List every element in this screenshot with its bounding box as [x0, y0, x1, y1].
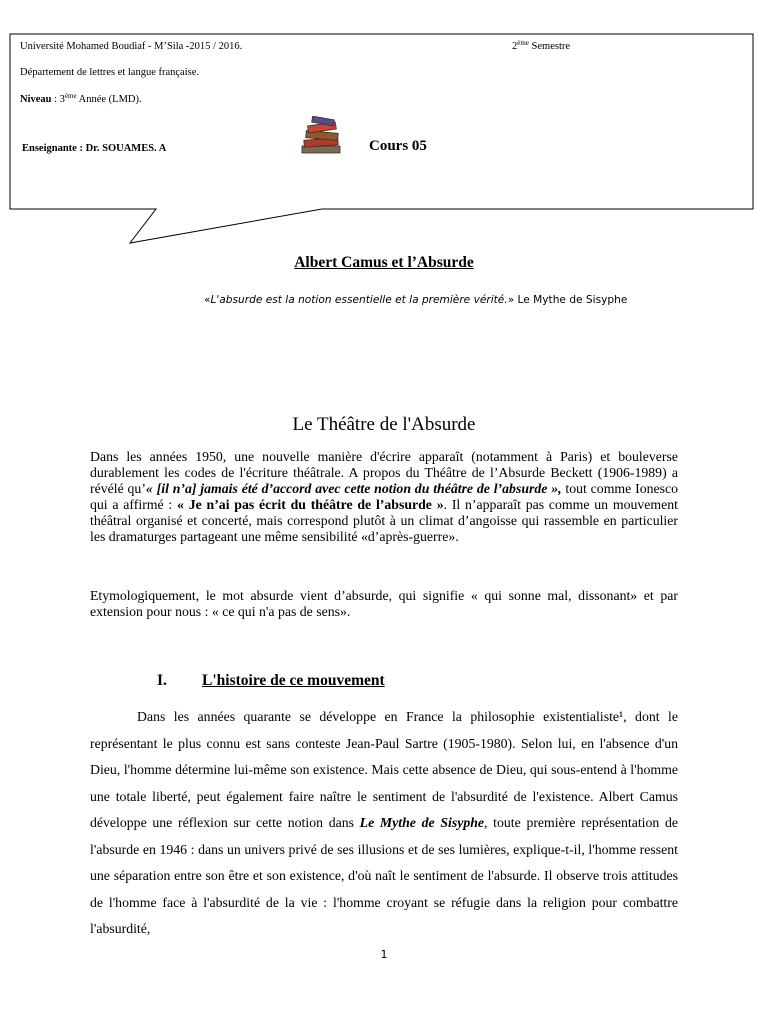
- history-paragraph: [90, 704, 678, 943]
- page-title: Albert Camus et l’Absurde: [294, 254, 474, 271]
- intro-paragraph: [90, 449, 678, 545]
- section-number: I.: [157, 672, 167, 689]
- history-book-title: Le Mythe de Sisyphe: [359, 815, 485, 830]
- intro-quote-ionesco: « Je n’ai pas écrit du théâtre de l’absurde »: [177, 497, 444, 512]
- intro-text-e: . Il n’apparaît pas comme un mouvement théâtral organisé et concerté, mais correspond plutôt à un climat d’angoisse qui rassemble en particulier les dramaturges partageant une même sensibilité «d’après-guerre».: [90, 497, 678, 544]
- university-line: [20, 40, 242, 53]
- teacher-line: [22, 142, 166, 155]
- history-text-a: Dans les années quarante se développe en France la philosophie existentialiste¹, dont le représentant le plus connu est sans conteste Jean-Paul Sartre (1905-1980). Selon lui, en l'absence d'un Dieu, l'homme détermine lui-même son existence. Mais cette absence de Dieu, qui sous-entend à l'homme une totale liberté, peut également faire naître le sentiment de l'absurdité de l'existence. Albert Camus développe une réflexion sur cette notion dans: [90, 709, 678, 830]
- intro-quote-beckett: « [il n’a] jamais été d’accord avec cette notion du théâtre de l’absurde »,: [145, 481, 562, 496]
- section-title: L'histoire de ce mouvement: [202, 672, 385, 689]
- intro-text-c: tout comme Ionesco qui a affirmé :: [90, 481, 679, 512]
- teacher-label: Enseignante: [22, 143, 77, 154]
- level-rest: Année (LMD).: [76, 94, 142, 105]
- level-sep: : 3: [51, 94, 65, 105]
- books-icon: [298, 116, 346, 156]
- semester-label: Semestre: [528, 41, 571, 52]
- department-text: Département de lettres et langue française.: [20, 67, 199, 78]
- quote-open: «: [204, 294, 211, 306]
- epigraph-quote: [204, 294, 627, 306]
- semester-line: [512, 40, 570, 53]
- section-heading: Le Théâtre de l'Absurde: [292, 414, 476, 435]
- quote-text: L'absurde est la notion essentielle et la première vérité.: [210, 294, 508, 306]
- history-text-c: , toute première représentation de l'absurde en 1946 : dans un univers privé de ses illusions et de ses lumières, explique-t-il, l'homme ressent une séparation entre son être et son existence, d'où naît le sentiment de l'absurde. Il observe trois attitudes de l'homme face à l'absurdité de la vie : l'homme croyant se réfugie dans la religion pour combattre l'absurdité,: [90, 815, 679, 936]
- teacher-name: : Dr. SOUAMES. A: [76, 143, 167, 154]
- intro-text-a: Dans les années 1950, une nouvelle manière d'écrire apparaît (notamment à Paris) et bouleverse durablement les codes de l'écriture théâtrale. A propos du Théâtre de l’Absurde Beckett (1906-1989) a révélé qu’: [90, 449, 678, 496]
- etymology-paragraph: Etymologiquement, le mot absurde vient d’absurde, qui signifie « qui sonne mal, dissonant» et par extension pour nous : « ce qui n'a pas de sens».: [90, 588, 678, 619]
- university-text: Université Mohamed Boudiaf - M’Sila -2015 / 2016.: [20, 41, 243, 52]
- semester-sup: ème: [517, 39, 529, 47]
- course-number: Cours 05: [369, 138, 427, 154]
- department-line: [20, 66, 199, 79]
- semester-number: 2: [512, 41, 518, 52]
- header-callout-box: [0, 0, 768, 260]
- quote-source: » Le Mythe de Sisyphe: [507, 294, 628, 306]
- level-label: Niveau: [20, 94, 52, 105]
- page-number: 1: [380, 948, 388, 961]
- level-sup: ème: [64, 92, 77, 100]
- level-line: [20, 93, 142, 106]
